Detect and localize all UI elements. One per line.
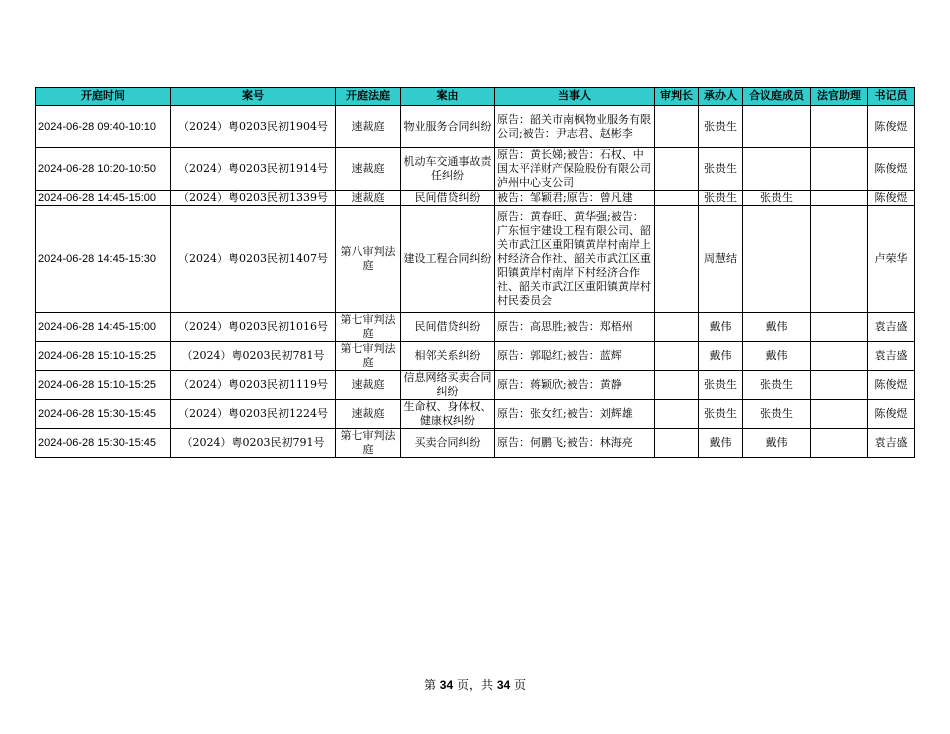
footer-suffix: 页 — [514, 678, 527, 692]
cell-handler: 张贵生 — [699, 148, 743, 191]
cell-parties-text: 原告：韶关市南枫物业服务有限公司;被告：尹志君、赵彬李 — [497, 112, 651, 140]
cell-presiding-judge — [655, 106, 699, 148]
table-row — [36, 400, 915, 429]
cell-case-no: （2024）粤0203民初1119号 — [171, 371, 336, 400]
cell-presiding-judge — [655, 371, 699, 400]
cell-time: 2024-06-28 14:45-15:00 — [36, 313, 171, 342]
cell-cause: 生命权、身体权、健康权纠纷 — [401, 400, 495, 429]
header-court: 开庭法庭 — [336, 88, 401, 106]
table-row — [36, 191, 915, 206]
footer-total-pages: 34 — [496, 678, 511, 692]
cell-clerk: 陈俊煜 — [868, 148, 915, 191]
cell-court: 第七审判法庭 — [336, 342, 401, 371]
header-clerk: 书记员 — [868, 88, 915, 106]
cell-assistant — [811, 342, 868, 371]
cell-assistant — [811, 106, 868, 148]
cell-court: 第七审判法庭 — [336, 313, 401, 342]
table-row — [36, 371, 915, 400]
cell-time: 2024-06-28 15:30-15:45 — [36, 429, 171, 458]
cell-presiding-judge — [655, 342, 699, 371]
cell-court: 速裁庭 — [336, 106, 401, 148]
cell-panel: 张贵生 — [743, 371, 811, 400]
cell-time: 2024-06-28 09:40-10:10 — [36, 106, 171, 148]
cell-clerk: 袁吉盛 — [868, 342, 915, 371]
cell-panel: 戴伟 — [743, 342, 811, 371]
cell-clerk: 陈俊煜 — [868, 400, 915, 429]
cell-time: 2024-06-28 15:30-15:45 — [36, 400, 171, 429]
cell-cause: 民间借贷纠纷 — [401, 191, 495, 206]
cell-court: 速裁庭 — [336, 400, 401, 429]
cell-parties: 被告：邹颖君;原告：曾凡建 — [495, 191, 655, 206]
cell-time: 2024-06-28 10:20-10:50 — [36, 148, 171, 191]
cell-clerk: 陈俊煜 — [868, 371, 915, 400]
cell-assistant — [811, 191, 868, 206]
footer-middle: 页，共 — [456, 678, 493, 692]
cell-cause-text: 机动车交通事故责任纠纷 — [403, 155, 492, 182]
cell-assistant — [811, 429, 868, 458]
cell-court: 第八审判法庭 — [336, 206, 401, 313]
cell-panel — [743, 206, 811, 313]
cell-case-no: （2024）粤0203民初1407号 — [171, 206, 336, 313]
cell-parties — [495, 106, 655, 148]
header-handler: 承办人 — [699, 88, 743, 106]
cell-case-no: （2024）粤0203民初791号 — [171, 429, 336, 458]
cell-case-no: （2024）粤0203民初1914号 — [171, 148, 336, 191]
cell-assistant — [811, 371, 868, 400]
header-time: 开庭时间 — [36, 88, 171, 106]
cell-handler: 张贵生 — [699, 371, 743, 400]
cell-cause: 相邻关系纠纷 — [401, 342, 495, 371]
cell-time: 2024-06-28 15:10-15:25 — [36, 371, 171, 400]
cell-court: 速裁庭 — [336, 371, 401, 400]
table-row — [36, 429, 915, 458]
cell-panel — [743, 148, 811, 191]
cell-cause-text: 物业服务合同纠纷 — [403, 119, 492, 133]
cell-presiding-judge — [655, 429, 699, 458]
cell-assistant — [811, 313, 868, 342]
cell-parties: 原告：蒋颖欣;被告：黄静 — [495, 371, 655, 400]
cell-parties — [495, 148, 655, 191]
cell-clerk: 卢荣华 — [868, 206, 915, 313]
cell-panel: 戴伟 — [743, 429, 811, 458]
cell-cause: 信息网络买卖合同纠纷 — [401, 371, 495, 400]
header-cause: 案由 — [401, 88, 495, 106]
header-assistant: 法官助理 — [811, 88, 868, 106]
cell-assistant — [811, 206, 868, 313]
cell-assistant — [811, 400, 868, 429]
cell-cause — [401, 106, 495, 148]
cell-panel — [743, 106, 811, 148]
header-presiding-judge: 审判长 — [655, 88, 699, 106]
header-case-no: 案号 — [171, 88, 336, 106]
cell-clerk: 陈俊煜 — [868, 106, 915, 148]
cell-parties: 原告：黄春旺、黄华强;被告：广东恒宇建设工程有限公司、韶关市武江区重阳镇黄岸村南岸上村经济合作社、韶关市武江区重阳镇黄岸村南岸下村经济合作社、韶关市武江区重阳镇黄岸村村民委员会 — [495, 206, 655, 313]
cell-court: 速裁庭 — [336, 148, 401, 191]
cell-case-no: （2024）粤0203民初1904号 — [171, 106, 336, 148]
cell-clerk: 陈俊煜 — [868, 191, 915, 206]
table-row — [36, 106, 915, 148]
cell-panel: 戴伟 — [743, 313, 811, 342]
cell-parties: 原告：郭聪红;被告：蓝辉 — [495, 342, 655, 371]
footer-prefix: 第 — [423, 678, 436, 692]
cell-handler: 戴伟 — [699, 342, 743, 371]
cell-case-no: （2024）粤0203民初1339号 — [171, 191, 336, 206]
cell-presiding-judge — [655, 400, 699, 429]
cell-parties-text: 原告：黄长娣;被告：石权、中国太平洋财产保险股份有限公司泸州中心支公司 — [497, 148, 651, 189]
cell-panel: 张贵生 — [743, 400, 811, 429]
cell-time: 2024-06-28 14:45-15:30 — [36, 206, 171, 313]
table-row — [36, 313, 915, 342]
cell-parties: 原告：张女红;被告：刘辉雄 — [495, 400, 655, 429]
cell-handler: 张贵生 — [699, 106, 743, 148]
header-parties: 当事人 — [495, 88, 655, 106]
cell-court: 速裁庭 — [336, 191, 401, 206]
cell-presiding-judge — [655, 191, 699, 206]
cell-presiding-judge — [655, 206, 699, 313]
cell-case-no: （2024）粤0203民初1016号 — [171, 313, 336, 342]
table-row — [36, 148, 915, 191]
page-footer — [0, 676, 950, 693]
cell-case-no: （2024）粤0203民初1224号 — [171, 400, 336, 429]
cell-handler: 张贵生 — [699, 400, 743, 429]
cell-panel: 张贵生 — [743, 191, 811, 206]
cell-case-no: （2024）粤0203民初781号 — [171, 342, 336, 371]
cell-presiding-judge — [655, 148, 699, 191]
cell-handler: 戴伟 — [699, 313, 743, 342]
cell-assistant — [811, 148, 868, 191]
cell-handler: 张贵生 — [699, 191, 743, 206]
hearing-schedule-table — [35, 87, 915, 458]
table-row — [36, 206, 915, 313]
cell-cause — [401, 148, 495, 191]
cell-time: 2024-06-28 14:45-15:00 — [36, 191, 171, 206]
cell-clerk: 袁吉盛 — [868, 429, 915, 458]
cell-handler: 周慧结 — [699, 206, 743, 313]
cell-time: 2024-06-28 15:10-15:25 — [36, 342, 171, 371]
cell-presiding-judge — [655, 313, 699, 342]
cell-court: 第七审判法庭 — [336, 429, 401, 458]
cell-handler: 戴伟 — [699, 429, 743, 458]
cell-parties: 原告：何鹏飞;被告：林海亮 — [495, 429, 655, 458]
cell-parties: 原告：高思胜;被告：郑梧州 — [495, 313, 655, 342]
header-panel: 合议庭成员 — [743, 88, 811, 106]
cell-clerk: 袁吉盛 — [868, 313, 915, 342]
cell-cause: 建设工程合同纠纷 — [401, 206, 495, 313]
cell-cause: 买卖合同纠纷 — [401, 429, 495, 458]
table-header-row — [36, 88, 915, 106]
table-row — [36, 342, 915, 371]
cell-cause: 民间借贷纠纷 — [401, 313, 495, 342]
footer-page-number: 34 — [439, 678, 454, 692]
